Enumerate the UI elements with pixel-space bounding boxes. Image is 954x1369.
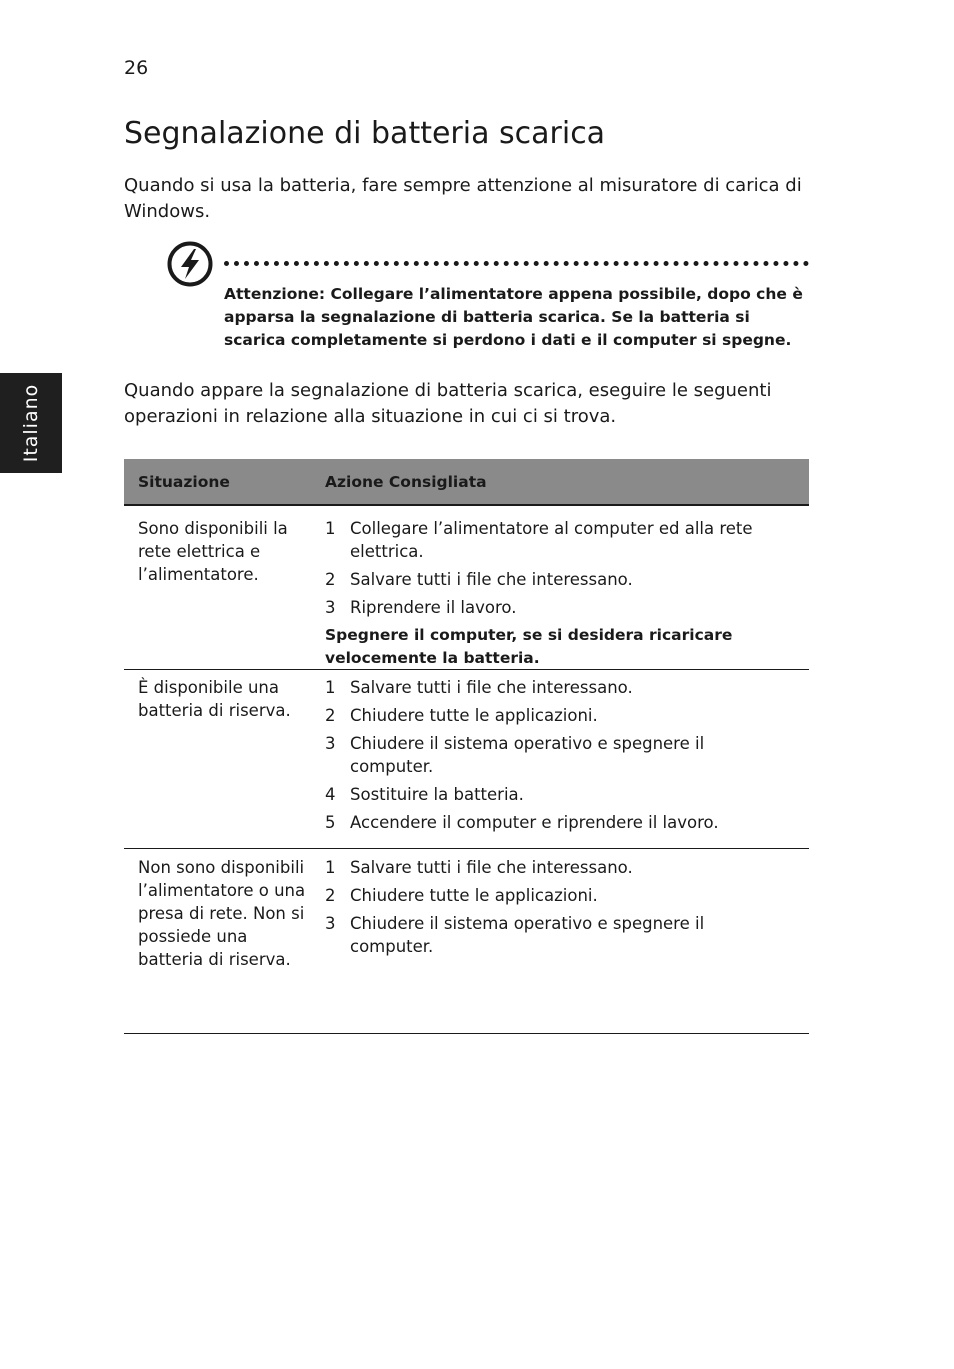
step-number: 3	[325, 734, 336, 753]
step-number: 2	[325, 706, 336, 725]
situation-cell: È disponibile una batteria di riserva.	[138, 678, 291, 720]
action-cell	[325, 856, 809, 1033]
step-item	[325, 568, 809, 591]
battery-action-table	[124, 459, 809, 1034]
warning-text: Attenzione: Collegare l’alimentatore appena possibile, dopo che è apparsa la segnalazione di batteria scarica. Se la batteria si scarica completamente si perdono i dati e il computer si spegne.	[224, 285, 803, 349]
step-number: 1	[325, 519, 336, 538]
step-item	[325, 517, 809, 563]
step-number: 3	[325, 914, 336, 933]
step-item	[325, 884, 809, 907]
warning-divider	[224, 261, 809, 266]
warning-lightning-icon	[166, 240, 214, 288]
action-cell	[325, 517, 809, 669]
step-item	[325, 676, 809, 699]
instructions-paragraph: Quando appare la segnalazione di batteria scarica, eseguire le seguenti operazioni in relazione alla situazione in cui ci si trova.	[124, 380, 772, 427]
situation-cell: Non sono disponibili l’alimentatore o una presa di rete. Non si possiede una batteria di riserva.	[138, 858, 306, 969]
step-number: 2	[325, 570, 336, 589]
step-item	[325, 732, 809, 778]
header-action: Azione Consigliata	[325, 472, 487, 491]
step-text: Collegare l’alimentatore al computer ed alla rete elettrica.	[350, 519, 753, 561]
table-row	[124, 849, 809, 1034]
step-item	[325, 596, 809, 619]
step-text: Riprendere il lavoro.	[350, 598, 517, 617]
step-number: 2	[325, 886, 336, 905]
language-side-tab	[0, 373, 62, 473]
step-number: 4	[325, 785, 336, 804]
language-tab-label: Italiano	[20, 383, 42, 463]
step-item	[325, 811, 809, 834]
step-number: 5	[325, 813, 336, 832]
step-text: Accendere il computer e riprendere il lavoro.	[350, 813, 719, 832]
step-number: 1	[325, 678, 336, 697]
table-row	[124, 506, 809, 670]
step-item	[325, 912, 809, 958]
step-text: Chiudere il sistema operativo e spegnere il computer.	[350, 914, 705, 956]
header-situation: Situazione	[138, 472, 230, 491]
page-title: Segnalazione di batteria scarica	[124, 116, 606, 151]
table-row	[124, 670, 809, 849]
step-text: Sostituire la batteria.	[350, 785, 524, 804]
table-header	[124, 459, 809, 506]
page-number: 26	[124, 57, 149, 79]
step-text: Chiudere tutte le applicazioni.	[350, 886, 598, 905]
step-text: Chiudere il sistema operativo e spegnere il computer.	[350, 734, 705, 776]
row-note: Spegnere il computer, se si desidera ricaricare velocemente la batteria.	[325, 626, 733, 667]
intro-paragraph: Quando si usa la batteria, fare sempre attenzione al misuratore di carica di Windows.	[124, 175, 802, 222]
step-text: Salvare tutti i file che interessano.	[350, 678, 633, 697]
step-number: 3	[325, 598, 336, 617]
situation-cell: Sono disponibili la rete elettrica e l’alimentatore.	[138, 519, 288, 584]
step-number: 1	[325, 858, 336, 877]
step-item	[325, 856, 809, 879]
step-item	[325, 783, 809, 806]
step-text: Chiudere tutte le applicazioni.	[350, 706, 598, 725]
step-text: Salvare tutti i file che interessano.	[350, 858, 633, 877]
step-item	[325, 704, 809, 727]
action-cell	[325, 676, 809, 848]
step-text: Salvare tutti i file che interessano.	[350, 570, 633, 589]
